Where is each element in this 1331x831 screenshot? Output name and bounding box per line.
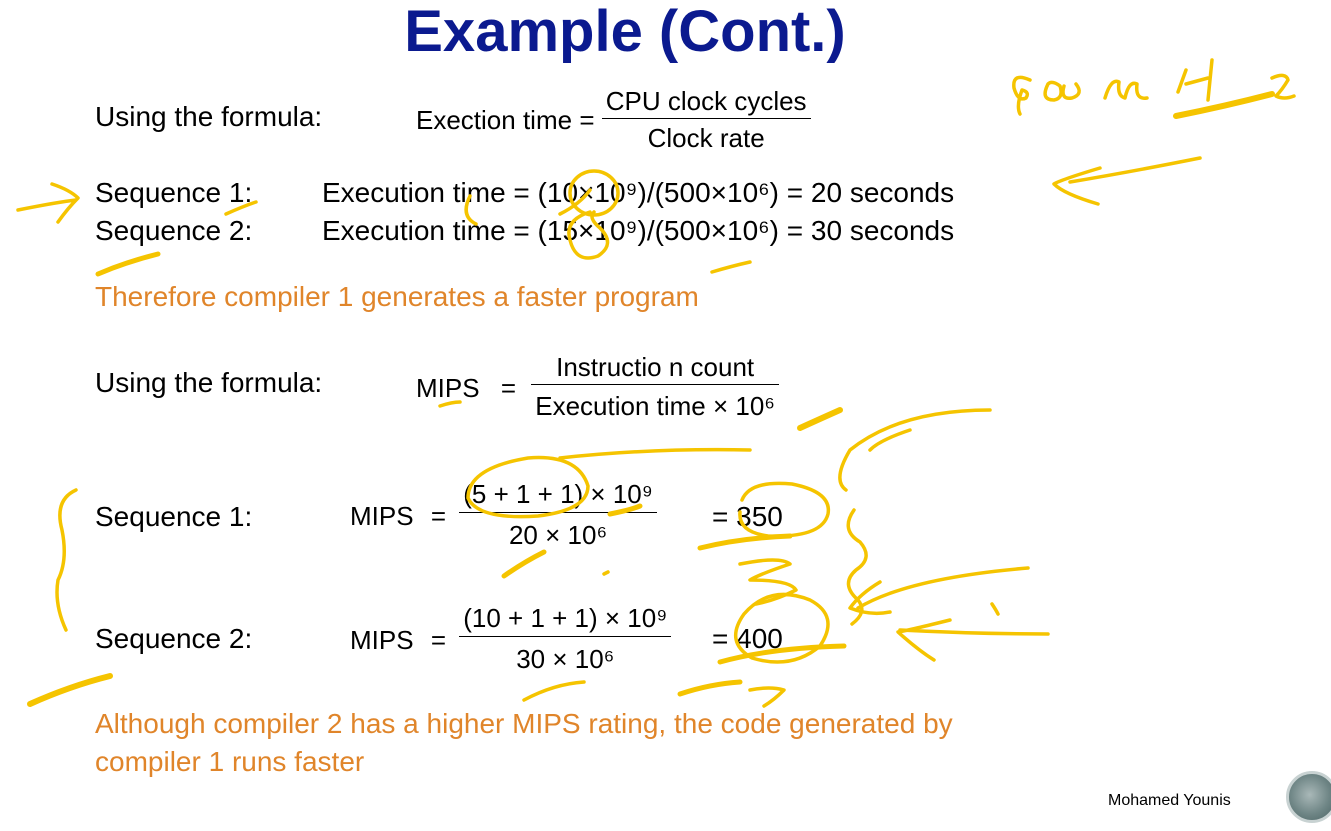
formula2-eq: = bbox=[500, 373, 516, 403]
formula2-label: Using the formula: bbox=[95, 367, 323, 398]
mips-row-2-label: Sequence 2: bbox=[95, 623, 253, 654]
mips-row-1-lhs: MIPS bbox=[350, 501, 414, 531]
mips-row-1-label: Sequence 1: bbox=[95, 501, 253, 532]
mips-row-2-formula bbox=[350, 600, 671, 681]
mips-row-1-denominator: 20 × 10⁶ bbox=[459, 512, 657, 557]
mips-row-1-eq: = bbox=[430, 501, 446, 531]
formula1-eq: = bbox=[579, 105, 595, 135]
slide-title: Example (Cont.) bbox=[404, 0, 846, 64]
conclusion-2-line-2: compiler 1 runs faster bbox=[95, 746, 365, 777]
mips-row-1-fraction bbox=[459, 476, 657, 557]
mips-row-2-lhs: MIPS bbox=[350, 625, 414, 655]
mips-row-2-denominator: 30 × 10⁶ bbox=[459, 636, 671, 681]
formula2-numerator: Instructio n count bbox=[556, 352, 755, 382]
formula1-lhs: Exection time bbox=[416, 105, 573, 135]
exec-row-1-label: Sequence 1: bbox=[95, 177, 253, 208]
conclusion-2-line-1: Although compiler 2 has a higher MIPS rating, the code generated by bbox=[95, 708, 953, 739]
author-name: Mohamed Younis bbox=[1108, 792, 1231, 809]
mips-row-2-fraction bbox=[459, 600, 671, 681]
formula1-numerator: CPU clock cycles bbox=[605, 86, 807, 116]
mips-row-1-formula bbox=[350, 476, 657, 557]
mips-row-2-result: = 400 bbox=[712, 623, 783, 654]
formula2-denominator: Execution time × 10⁶ bbox=[531, 384, 779, 427]
conclusion-1: Therefore compiler 1 generates a faster program bbox=[95, 281, 699, 312]
exec-row-2-expr: Execution time = (15×10⁹)/(500×10⁶) = 30 seconds bbox=[322, 215, 955, 246]
formula1-fraction bbox=[602, 84, 811, 157]
formula1-label: Using the formula: bbox=[95, 101, 323, 132]
mips-row-2-eq: = bbox=[430, 625, 446, 655]
mips-row-1-numerator: (5 + 1 + 1) × 10⁹ bbox=[463, 479, 653, 509]
mips-row-2-numerator: (10 + 1 + 1) × 10⁹ bbox=[463, 603, 668, 633]
exec-row-2-label: Sequence 2: bbox=[95, 215, 253, 246]
formula2-lhs: MIPS bbox=[416, 373, 480, 403]
mips-row-1-result: = 350 bbox=[712, 501, 783, 532]
formula2-fraction bbox=[531, 350, 779, 427]
exec-row-1-expr: Execution time = (10×10⁹)/(500×10⁶) = 20 seconds bbox=[322, 177, 955, 208]
formula2 bbox=[416, 350, 779, 427]
formula1-denominator: Clock rate bbox=[602, 118, 811, 157]
formula1 bbox=[416, 84, 811, 157]
university-logo-icon bbox=[1286, 771, 1331, 823]
